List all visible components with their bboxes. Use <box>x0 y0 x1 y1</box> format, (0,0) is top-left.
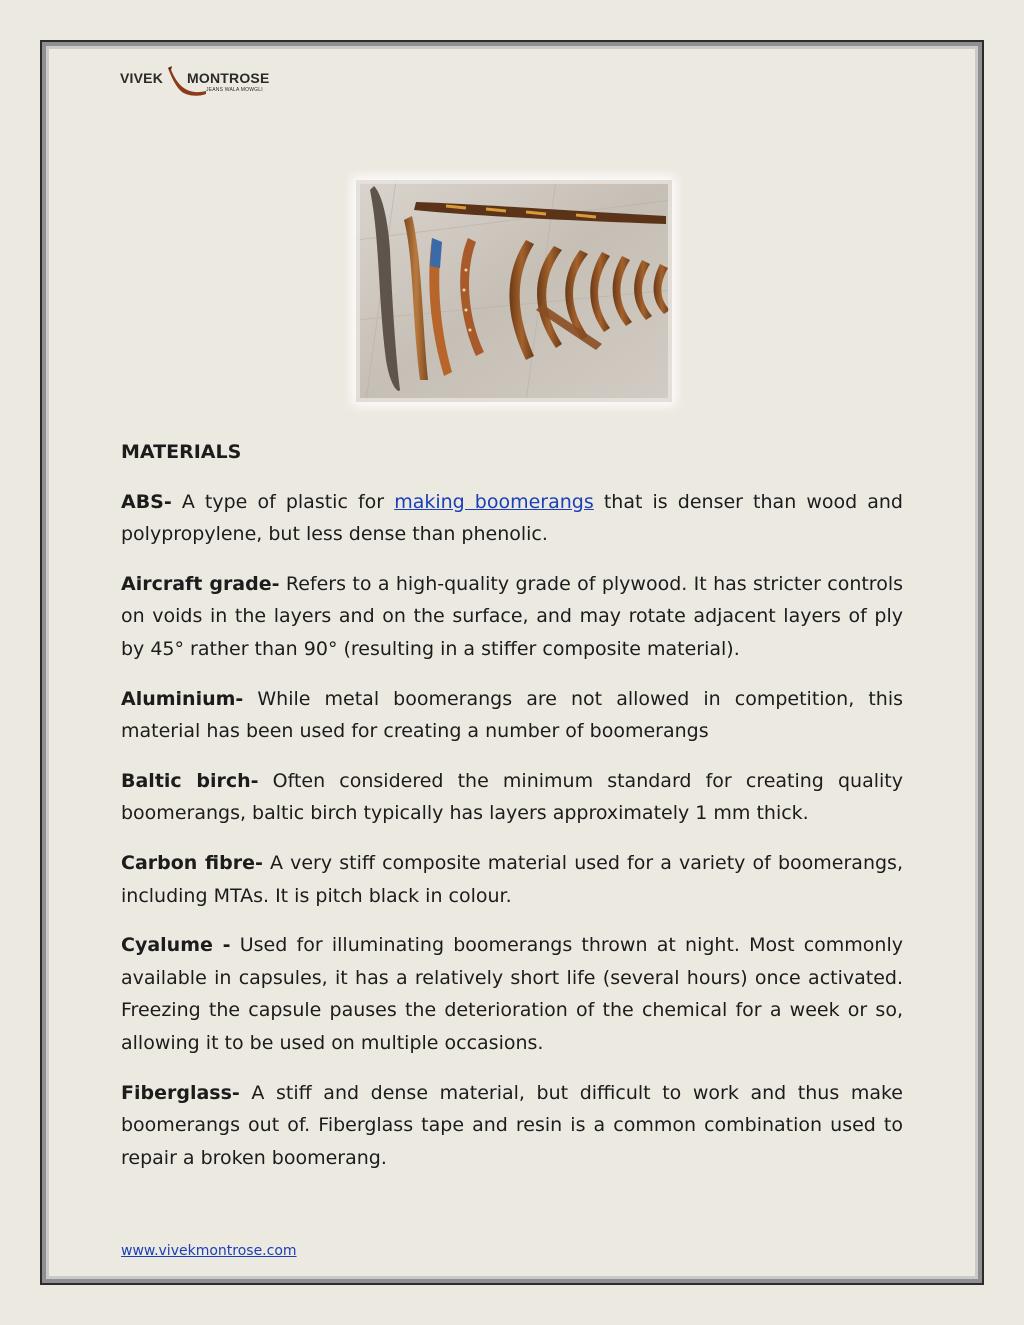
boomerangs-photo <box>356 180 672 402</box>
entry-text: A very stiff composite material used for a variety of boomerangs, including MTAs. It is pitch black in colour. <box>121 851 903 907</box>
section-heading: MATERIALS <box>121 441 242 463</box>
entry-text: While metal boomerangs are not allowed in competition, this material has been used for creating a number of boomerangs <box>121 687 903 743</box>
entry-term: Baltic birch- <box>121 769 259 792</box>
main-content <box>121 436 903 1191</box>
entry-aluminium <box>121 683 903 748</box>
logo-right-word: MONTROSE <box>187 70 270 86</box>
entry-term: ABS- <box>121 490 172 513</box>
entry-text: A type of plastic for <box>171 490 395 513</box>
entry-cyalume <box>121 929 903 1059</box>
entry-text: Refers to a high-quality grade of plywood. It has stricter controls on voids in the layers and on the surface, and may rotate adjacent layers of ply by 45° rather than 90° (resulting in a stiffer composite material). <box>121 572 904 660</box>
entry-text: that is denser than wood and polypropylene, but less dense than phenolic. <box>121 490 903 546</box>
entry-abs <box>121 486 903 551</box>
entry-aircraft-grade <box>121 568 903 666</box>
logo-left-word: VIVEK <box>120 70 164 86</box>
entry-term: Cyalume - <box>121 934 231 957</box>
entry-term: Carbon fibre- <box>121 851 263 874</box>
entry-term: Aluminium- <box>121 687 244 710</box>
entry-text: Used for illuminating boomerangs thrown at night. Most commonly available in capsules, it has a relatively short life (several hours) once activated. Freezing the capsule pauses the deterioration of the chemical for a week or so, allowing it to be used on multiple occasions. <box>121 934 904 1054</box>
entry-carbon-fibre <box>121 847 903 912</box>
logo-tagline: JEANS WALA MOWGLI <box>206 87 263 93</box>
making-boomerangs-link[interactable]: making boomerangs <box>394 490 594 513</box>
entry-text: Often considered the minimum standard for creating quality boomerangs, baltic birch typically has layers approximately 1 mm thick. <box>121 769 903 825</box>
boomerangs-illustration <box>356 180 672 402</box>
brand-logo <box>120 64 290 98</box>
entry-term: Fiberglass- <box>121 1081 240 1104</box>
entry-text: A stiff and dense material, but difficult to work and thus make boomerangs out of. Fiberglass tape and resin is a common combination used to repair a broken boomerang. <box>121 1081 903 1169</box>
entry-term: Aircraft grade- <box>121 572 280 595</box>
entry-fiberglass <box>121 1077 903 1175</box>
entry-baltic-birch <box>121 765 903 830</box>
website-link[interactable]: www.vivekmontrose.com <box>121 1243 297 1259</box>
